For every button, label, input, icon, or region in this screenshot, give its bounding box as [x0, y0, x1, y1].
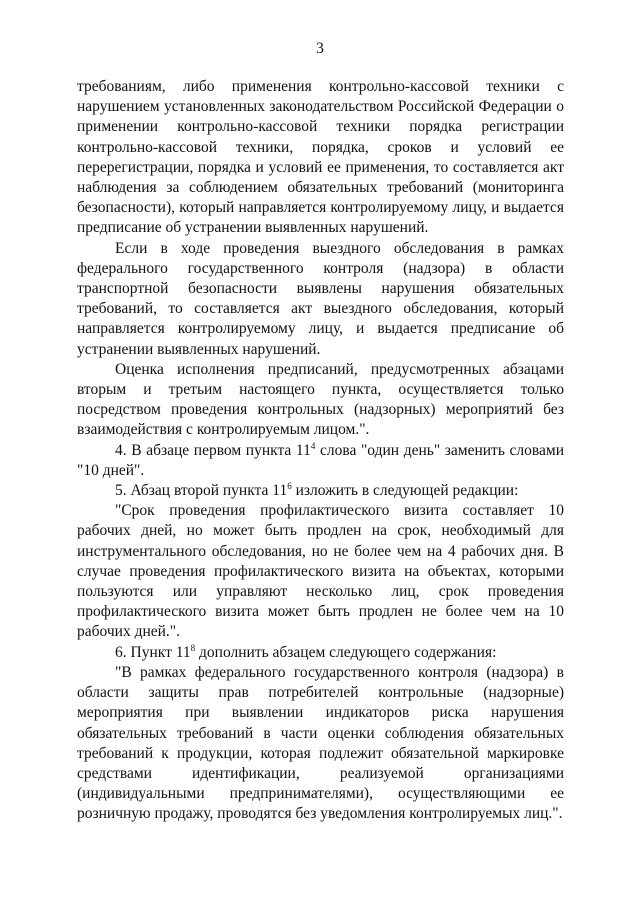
item-5-superscript: 6 [287, 481, 292, 492]
paragraph-consumer-protection-quote: "В рамках федерального государственного контроля (надзора) в области защиты прав потребителей контрольные (надзорные) мероприятия при выявлении индикаторов риска нарушения обязательных требований в части оценки соблюдения обязательных требований к продукции, которая подлежит обязательной маркировке средствами идентификации, реализуемой организациями (индивидуальными предпринимателями), осуществляющими ее розничную продажу, проводятся без уведомления контролируемых лиц.". [77, 663, 564, 823]
paragraph-item-5 [77, 481, 564, 501]
paragraph-transport-security: Если в ходе проведения выездного обследования в рамках федерального государственного контроля (надзора) в области транспортной безопасности выявлены нарушения обязательных требований, то составляется акт выездного обследования, который направляется контролируемому лицу, и выдается предписание об устранении выявленных нарушений. [77, 239, 564, 358]
item-4-text-after: слова "один день" заменить словами "10 дней". [77, 441, 564, 479]
page-number: 3 [316, 40, 324, 57]
paragraph-item-6 [77, 643, 564, 663]
paragraph-visit-duration-quote: "Срок проведения профилактического визита составляет 10 рабочих дней, но может быть продлен на срок, необходимый для инструментального обследования, но не более чем на 4 рабочих дня. В случае проведения профилактического визита на объектах, которыми пользуются или управляют несколько лиц, срок проведения профилактического визита может быть продлен не более чем на 10 рабочих дней.". [77, 502, 564, 641]
item-6-superscript: 8 [190, 642, 196, 653]
item-5-text-before: 5. Абзац второй пункта 11 [115, 482, 288, 500]
item-6-text-after: дополнить абзацем следующего содержания: [195, 643, 497, 661]
document-body [77, 77, 564, 825]
item-4-superscript: 4 [310, 440, 316, 451]
item-5-text-after: изложить в следующей редакции: [291, 482, 519, 500]
paragraph-continued: требованиям, либо применения контрольно-кассовой техники с нарушением установленных законодательством Российской Федерации о применении контрольно-кассовой техники порядка регистрации контрольно-кассовой техники, порядка, сроков и условий ее перерегистрации, порядка и условий ее применения, то составляется акт наблюдения за соблюдением обязательных требований (мониторинга безопасности), который направляется контролируемому лицу, и выдается предписание об устранении выявленных нарушений. [77, 78, 564, 237]
item-4-text-before: 4. В абзаце первом пункта 11 [115, 441, 311, 459]
paragraph-prescriptions-evaluation: Оценка исполнения предписаний, предусмотренных абзацами вторым и третьим настоящего пункта, осуществляется только посредством проведения контрольных (надзорных) мероприятий без взаимодействия с контролируемым лицом.". [77, 360, 564, 439]
paragraph-item-4 [77, 441, 564, 481]
item-6-text-before: 6. Пункт 11 [115, 643, 191, 661]
